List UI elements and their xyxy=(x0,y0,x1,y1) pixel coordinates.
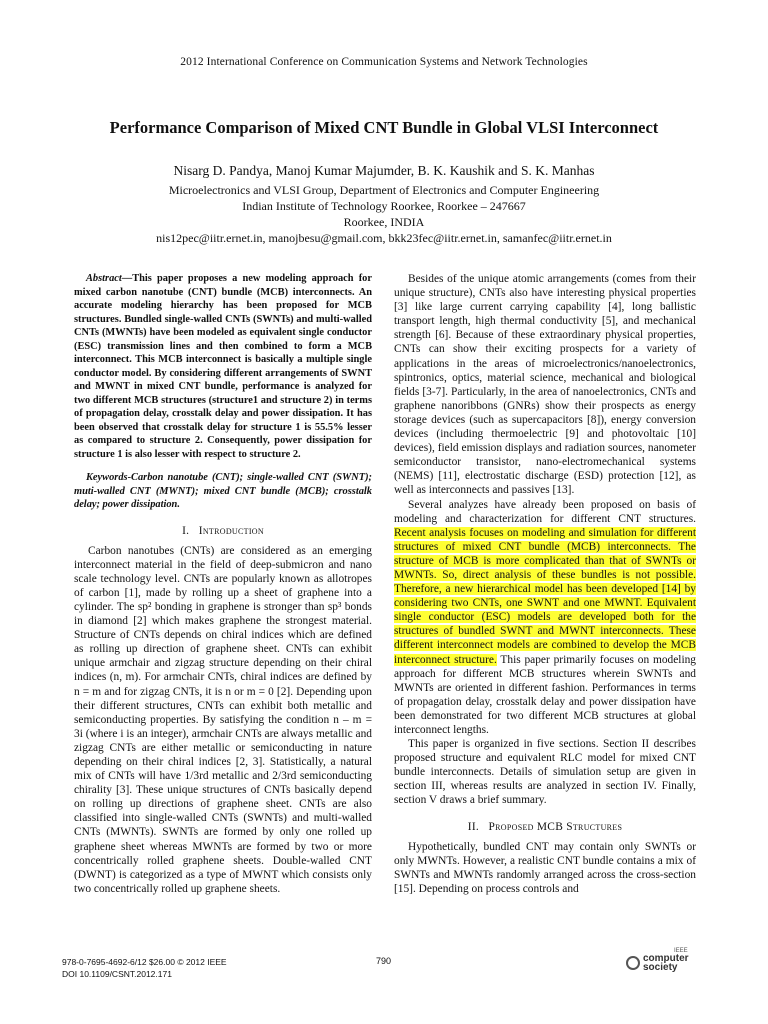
section-heading-proposed: II. Proposed MCB Structures xyxy=(467,820,623,833)
affiliation-institute: Indian Institute of Technology Roorkee, Roorkee – 247667 xyxy=(242,199,526,213)
affiliation-group: Microelectronics and VLSI Group, Department of Electronics and Computer Engineering xyxy=(168,183,600,197)
logo-ieee-text: IEEE xyxy=(674,948,688,954)
abstract-lead: Abstract xyxy=(86,273,122,284)
abstract xyxy=(74,272,372,461)
footer-citation xyxy=(62,956,227,980)
abstract-text: —This paper proposes a new modeling approach for mixed carbon nanotube (CNT) bundle (MCB) interconnects. An accurate modeling hierarchy has been proposed for MCB structures. Bundled single-walled CNTs (SWNTs) and multi-walled CNTs (MWNTs) have been modeled as equivalent single conductor (ESC) transmission lines and then combined to form a MCB interconnect. This MCB interconnect is basically a multiple single conductor model. By considering different arrangements of SWNT and MWNT in mixed CNT bundle, performance is analyzed for two different MCB structures (structure1 and structure 2) in terms of propagation delay, crosstalk delay and power dissipation. It has been observed that crosstalk delay for structure 1 is 55.5% lesser as compared to structure 2. Consequently, power dissipation for structure 1 is also lesser with respect to structure 2. xyxy=(74,273,372,460)
page-number: 790 xyxy=(376,956,392,966)
paragraph-hypothetically: Hypothetically, bundled CNT may contain only SWNTs or only MWNTs. However, a realistic CNT bundle contains a mix of SWNTs and MWNTs randomly arranged across the cross-section [15]. Depending on process controls and xyxy=(394,840,696,895)
author-list: Nisarg D. Pandya, Manoj Kumar Majumder, B. K. Kaushik and S. K. Manhas xyxy=(173,163,595,178)
paragraph-analyzes: Several analyzes have already been proposed on basis of modeling and characterization for different CNT structures. Recent analysis focuses on modeling and simulation for different structures of mixed CNT bundle (MCB) interconnects. The structure of MCB is more complicated than that of SWNTs or MWNTs. So, direct analysis of these bundles is not possible. Therefore, a new hierarchical model has been developed [14] by considering two CNTs, one SWNT and one MWNT. Equivalent single conductor (ESC) models are developed both for the structures of bundled SWNT and MWNT interconnects. These different interconnect models are combined to develop the MCB interconnect structure. This paper primarily focuses on modeling approach for different MCB structures wherein SWNTs and MWNTs are oriented in different fashion. Performances in terms of propagation delay, crosstalk delay and power dissipation have been demonstrated for two different MCB structures at global interconnect lengths. xyxy=(394,498,697,736)
paragraph-properties: Besides of the unique atomic arrangements (comes from their unique structure), CNTs also have interesting physical properties [3] like large current carrying capability [4], long ballistic transport length, high thermal conductivity [5], and mechanical strength [6]. Because of these extraordinary physical properties, CNTs can show their exciting prospects for a variety of applications in the areas of microelectronics/nanoelectronics, spintronics, optics, material science, mechanical and biological fields [3-7]. Particularly, in the area of nanoelectronics, CNTs and graphene nanoribbons (GNRs) show their prospects as energy storage devices (such as supercapacitors [8]), energy conversion devices (including thermoelectric [9] and photovoltaic [10] devices), field emission displays and radiation sources, nanometer semiconductor transistor, nano-electromechanical systems (NEMS) [11], electrostatic discharge (ESD) protection [12], as well as interconnects and passives [13]. xyxy=(394,273,696,497)
section-heading-introduction: I. Introduction xyxy=(182,524,264,537)
conference-header: 2012 International Conference on Communication Systems and Network Technologies xyxy=(180,56,588,68)
computer-society-logo xyxy=(626,948,696,982)
affiliation-city: Roorkee, INDIA xyxy=(343,215,425,229)
logo-society-text: computer society xyxy=(643,953,689,973)
ring-icon xyxy=(626,956,640,970)
right-column xyxy=(394,272,696,896)
highlighted-text[interactable]: Recent analysis focuses on modeling and simulation for different structures of mixed CNT bundle (MCB) interconnects. The structure of MCB is more complicated than that of SWNTs or MWNTs. So, direct analysis of these bundles is not possible. Therefore, a new hierarchical model has been developed [14] by considering two CNTs, one SWNT and one MWNT. Equivalent single conductor (ESC) models are developed both for the structures of bundled SWNT and MWNT interconnects. These different interconnect models are combined to develop the MCB interconnect structure. xyxy=(394,526,696,666)
paragraph-organization: This paper is organized in five sections. Section II describes proposed structure and equivalent RLC model for mixed CNT bundle interconnects. Details of simulation setup are given in section III, whereas results are analyzed in section IV. Finally, section V draws a brief summary. xyxy=(394,738,696,807)
paper-title: Performance Comparison of Mixed CNT Bundle in Global VLSI Interconnect xyxy=(109,118,659,137)
footer-isbn: 978-0-7695-4692-6/12 $26.00 © 2012 IEEE xyxy=(62,957,227,967)
left-column xyxy=(74,272,372,896)
footer-doi: DOI 10.1109/CSNT.2012.171 xyxy=(62,969,172,979)
introduction-paragraph: Carbon nanotubes (CNTs) are considered as an emerging interconnect material in the field of deep-submicron and nano scale technology level. CNTs are popularly known as allotropes of carbon [1], made by rolling up a sheet of graphene into a cylinder. The sp² bonding in graphene is stronger than sp³ bonds in diamond [2] which makes graphene the strongest material. Structure of CNTs depends on chiral indices which are defined as rolling up direction of graphene sheet. CNTs can exhibit unique armchair and zigzag structure depending on their chiral indices (n, m). For armchair CNTs, chiral indices are defined by n = m and for zigzag CNTs, it is n or m = 0 [2]. Depending upon their different structures, CNTs can exhibit both metallic and semiconducting properties. By satisfying the condition n – m = 3i (where i is an integer), armchair CNTs are always metallic and zigzag CNTs are either metallic or semiconducting in nature depending on their chiral indices [2, 3]. Statistically, a natural mix of CNTs will have 1/3rd metallic and 2/3rd semiconducting chirality [3]. These unique structures of CNTs basically depend on rolling up directions of graphene sheet. CNTs are also classified into single-walled CNTs (SWNTs) and multi-walled CNTs (MWNTs). SWNTs are formed by only one rolled up graphene sheet whereas MWNTs are formed by two or more concentrically rolled graphene sheets. Double-walled CNT (DWNT) is categorized as a type of MWNT which consists only two concentrically rolled up graphene sheets. xyxy=(74,544,372,895)
author-emails[interactable]: nis12pec@iitr.ernet.in, manojbesu@gmail.com, bkk23fec@iitr.ernet.in, samanfec@iitr.ernet.in xyxy=(156,231,612,245)
keywords: Keywords-Carbon nanotube (CNT); single-walled CNT (SWNT); muti-walled CNT (MWNT); mixed CNT bundle (MCB); crosstalk delay; power dissipation. xyxy=(74,472,372,510)
